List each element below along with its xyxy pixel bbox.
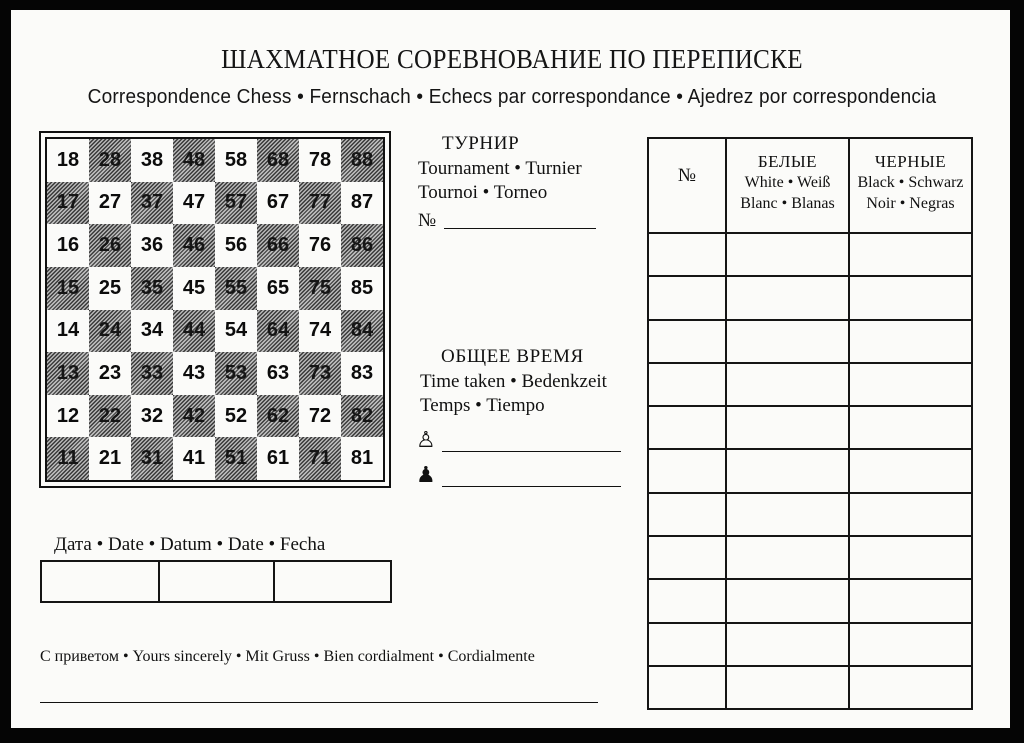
move-cell-black[interactable]: [849, 276, 972, 319]
move-cell-white[interactable]: [726, 579, 849, 622]
moves-table: [647, 137, 973, 710]
board-square: 24: [89, 310, 131, 353]
board-square: 17: [47, 182, 89, 225]
move-cell-white[interactable]: [726, 320, 849, 363]
board-square: 15: [47, 267, 89, 310]
tournament-number-field[interactable]: [444, 228, 596, 229]
board-square: 36: [140, 234, 164, 257]
board-square: 65: [266, 276, 290, 299]
closing-text: С приветом • Yours sincerely • Mit Gruss • Bien cordialment • Cordialmente: [40, 648, 535, 665]
move-cell-black[interactable]: [849, 406, 972, 449]
move-cell-no[interactable]: [648, 666, 726, 709]
time-label-1: Time taken • Bedenkzeit: [420, 371, 607, 392]
move-row: [648, 579, 972, 622]
board-square: 38: [140, 148, 164, 171]
board-square: 41: [182, 447, 206, 470]
board-square: 55: [215, 267, 257, 310]
board-square: 23: [98, 361, 122, 384]
board-square: 77: [299, 182, 341, 225]
tournament-heading: ТУРНИР: [442, 133, 520, 154]
move-cell-no[interactable]: [648, 363, 726, 406]
date-field-1[interactable]: [41, 561, 159, 602]
time-label-2: Temps • Tiempo: [420, 395, 545, 416]
move-cell-no[interactable]: [648, 536, 726, 579]
board-square: 13: [47, 352, 89, 395]
move-cell-white[interactable]: [726, 406, 849, 449]
move-cell-white[interactable]: [726, 536, 849, 579]
move-row: [648, 363, 972, 406]
board-square: 61: [266, 447, 290, 470]
board-square: 37: [131, 182, 173, 225]
col-white-header: [726, 138, 849, 233]
move-cell-no[interactable]: [648, 623, 726, 666]
board-square: 54: [224, 319, 248, 342]
col-white-ru: БЕЛЫЕ: [757, 152, 818, 171]
board-square: 42: [173, 395, 215, 438]
move-cell-no[interactable]: [648, 233, 726, 276]
move-row: [648, 233, 972, 276]
board-square: 57: [215, 182, 257, 225]
move-cell-no[interactable]: [648, 579, 726, 622]
move-row: [648, 493, 972, 536]
board-square: 12: [56, 404, 80, 427]
move-cell-black[interactable]: [849, 363, 972, 406]
black-pawn-icon: ♟: [416, 463, 436, 488]
board-square: 67: [266, 191, 290, 214]
board-square: 78: [308, 148, 332, 171]
board-square: 66: [257, 224, 299, 267]
move-cell-white[interactable]: [726, 276, 849, 319]
move-cell-black[interactable]: [849, 536, 972, 579]
board-square: 63: [266, 361, 290, 384]
board-square: 51: [215, 437, 257, 480]
board-square: 31: [131, 437, 173, 480]
board-square: 86: [341, 224, 383, 267]
move-row: [648, 449, 972, 492]
move-cell-white[interactable]: [726, 233, 849, 276]
board-square: 87: [350, 191, 374, 214]
board-square: 16: [56, 234, 80, 257]
board-square: 34: [140, 319, 164, 342]
col-number-header: [648, 138, 726, 233]
move-cell-no[interactable]: [648, 276, 726, 319]
move-cell-white[interactable]: [726, 623, 849, 666]
board-square: 11: [47, 437, 89, 480]
board-square: 88: [341, 139, 383, 182]
move-cell-black[interactable]: [849, 233, 972, 276]
board-square: 72: [308, 404, 332, 427]
card-subtitle: Correspondence Chess • Fernschach • Echecs par correspondance • Ajedrez por correspondencia: [87, 85, 937, 108]
move-cell-white[interactable]: [726, 666, 849, 709]
moves-header-row: [648, 138, 972, 233]
board-square: 28: [89, 139, 131, 182]
board-square: 68: [257, 139, 299, 182]
board-grid: [45, 137, 385, 482]
board-square: 22: [89, 395, 131, 438]
board-square: 62: [257, 395, 299, 438]
board-square: 74: [308, 319, 332, 342]
move-row: [648, 406, 972, 449]
black-time-field[interactable]: [442, 486, 621, 487]
move-row: [648, 320, 972, 363]
board-square: 58: [224, 148, 248, 171]
move-row: [648, 276, 972, 319]
board-square: 52: [224, 404, 248, 427]
board-square: 75: [299, 267, 341, 310]
move-cell-black[interactable]: [849, 579, 972, 622]
board-square: 27: [98, 191, 122, 214]
board-square: 33: [131, 352, 173, 395]
col-black-header: [849, 138, 972, 233]
move-cell-no[interactable]: [648, 406, 726, 449]
board-square: 53: [215, 352, 257, 395]
card-title: ШАХМАТНОЕ СОРЕВНОВАНИЕ ПО ПЕРЕПИСКЕ: [221, 44, 803, 74]
move-cell-white[interactable]: [726, 493, 849, 536]
tournament-label-1: Tournament • Turnier: [418, 158, 582, 179]
board-square: 47: [182, 191, 206, 214]
col-black-ru: ЧЕРНЫЕ: [874, 152, 947, 171]
col-black-line1: Black • Schwarz: [857, 174, 964, 191]
move-cell-black[interactable]: [849, 320, 972, 363]
move-cell-white[interactable]: [726, 363, 849, 406]
col-white-line1: White • Weiß: [744, 174, 831, 191]
move-cell-black[interactable]: [849, 493, 972, 536]
board-square: 43: [182, 361, 206, 384]
board-square: 48: [173, 139, 215, 182]
col-number-label: №: [677, 165, 697, 186]
move-cell-white[interactable]: [726, 449, 849, 492]
board-square: 26: [89, 224, 131, 267]
white-time-field[interactable]: [442, 451, 621, 452]
board-square: 18: [56, 148, 80, 171]
tournament-label-2: Tournoi • Torneo: [418, 182, 548, 203]
date-fields: [40, 560, 392, 603]
board-square: 64: [257, 310, 299, 353]
move-row: [648, 666, 972, 709]
board-square: 84: [341, 310, 383, 353]
board-square: 45: [182, 276, 206, 299]
move-row: [648, 536, 972, 579]
date-label: Дата • Date • Datum • Date • Fecha: [54, 534, 326, 555]
board-square: 32: [140, 404, 164, 427]
move-cell-black[interactable]: [849, 449, 972, 492]
board-square: 56: [224, 234, 248, 257]
board-square: 82: [341, 395, 383, 438]
board-square: 76: [308, 234, 332, 257]
board-square: 44: [173, 310, 215, 353]
move-cell-no[interactable]: [648, 493, 726, 536]
move-cell-no[interactable]: [648, 320, 726, 363]
date-field-2[interactable]: [159, 561, 274, 602]
move-cell-black[interactable]: [849, 623, 972, 666]
date-field-3[interactable]: [274, 561, 391, 602]
move-row: [648, 623, 972, 666]
board-square: 83: [350, 361, 374, 384]
board-square: 85: [350, 276, 374, 299]
tournament-number-label: №: [418, 210, 437, 231]
move-cell-black[interactable]: [849, 666, 972, 709]
board-square: 73: [299, 352, 341, 395]
col-white-line2: Blanc • Blanas: [740, 195, 835, 212]
move-cell-no[interactable]: [648, 449, 726, 492]
board-square: 14: [56, 319, 80, 342]
signature-line[interactable]: [40, 702, 598, 703]
board-square: 46: [173, 224, 215, 267]
white-pawn-icon: ♙: [416, 428, 436, 453]
board-square: 25: [98, 276, 122, 299]
chess-board: [39, 131, 391, 488]
col-black-line2: Noir • Negras: [866, 195, 955, 212]
board-square: 71: [299, 437, 341, 480]
board-square: 21: [98, 447, 122, 470]
time-heading: ОБЩЕЕ ВРЕМЯ: [441, 346, 584, 367]
board-square: 35: [131, 267, 173, 310]
board-square: 81: [350, 447, 374, 470]
